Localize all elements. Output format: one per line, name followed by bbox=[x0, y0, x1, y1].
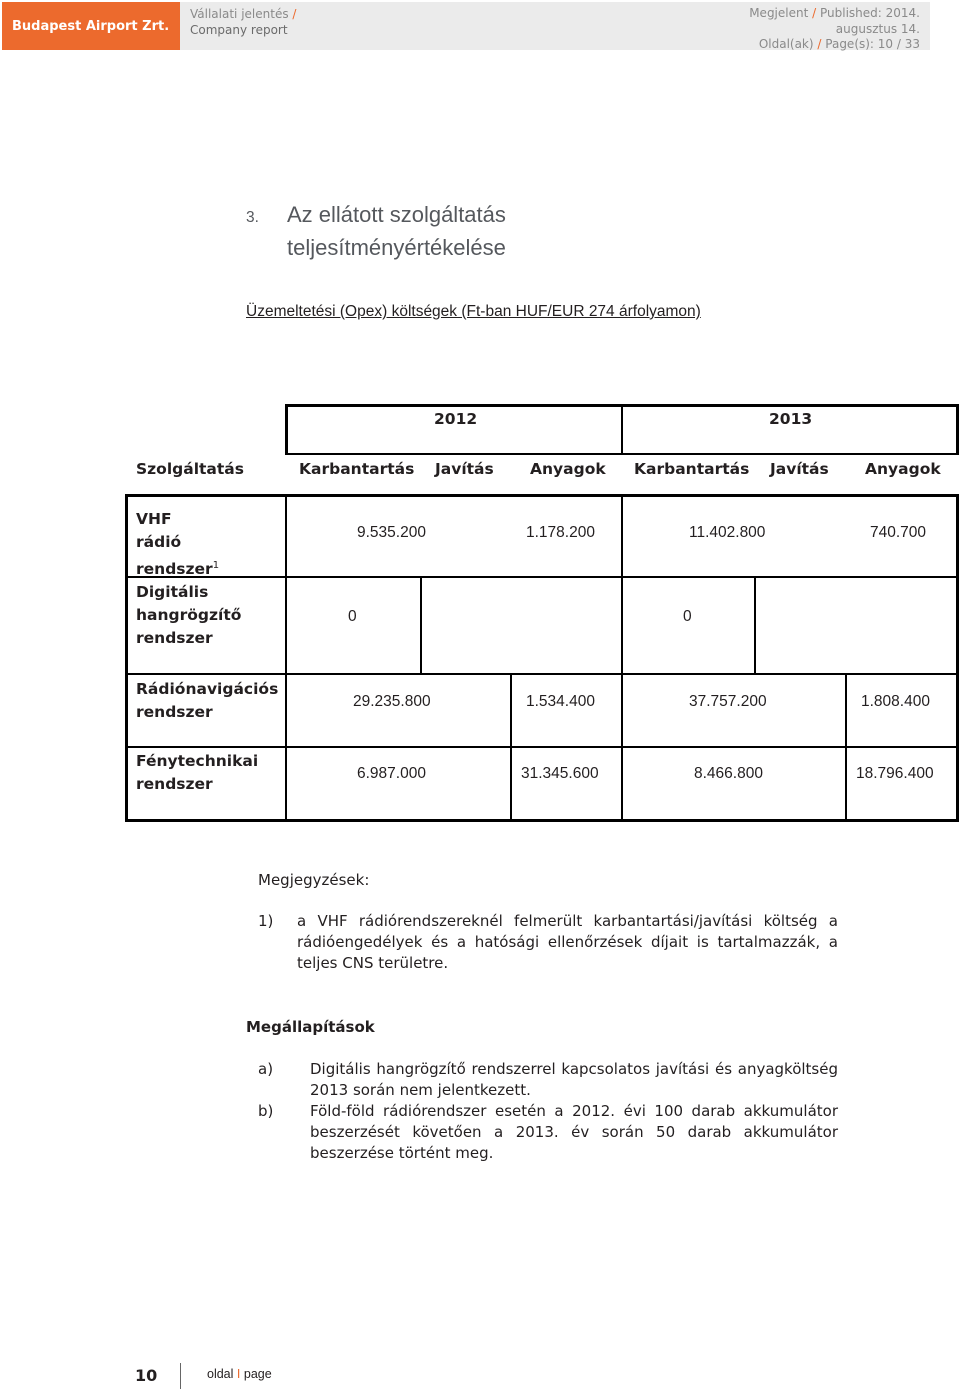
service-label: rendszer bbox=[136, 775, 213, 793]
opex-title: Üzemeltetési (Opex) költségek (Ft-ban HUF/EUR 274 árfolyamon) bbox=[246, 303, 701, 320]
service-label: rendszer bbox=[136, 560, 213, 579]
pages-slash: / bbox=[817, 37, 822, 51]
page-number: 10 bbox=[135, 1366, 158, 1385]
service-label: Digitális bbox=[136, 583, 209, 601]
footer-divider bbox=[180, 1363, 181, 1389]
table-cell: 8.466.800 bbox=[694, 765, 763, 782]
footer-separator: I bbox=[236, 1367, 241, 1381]
table-row-service bbox=[136, 508, 219, 581]
service-label: hangrögzítő bbox=[136, 606, 242, 624]
table-row-service bbox=[136, 750, 258, 796]
table-cell: 1.534.400 bbox=[526, 693, 595, 710]
table-cell: 31.345.600 bbox=[521, 765, 599, 782]
finding-marker: a) bbox=[258, 1060, 274, 1078]
published-label-en: Published: 2014. bbox=[820, 6, 920, 20]
published-label-hu: Megjelent bbox=[749, 6, 809, 20]
header-repair-2013: Javítás bbox=[770, 460, 829, 478]
section-title-line2: teljesítményértékelése bbox=[287, 235, 506, 260]
notes-heading: Megjegyzések: bbox=[258, 871, 370, 889]
header-publication bbox=[650, 2, 930, 50]
table-cell: 1.178.200 bbox=[526, 524, 595, 541]
report-slash: / bbox=[292, 7, 297, 21]
service-label: Fénytechnikai bbox=[136, 752, 259, 770]
section-title bbox=[246, 200, 506, 263]
table-cell: 9.535.200 bbox=[357, 524, 426, 541]
table-row-service bbox=[136, 678, 278, 724]
table-cell: 11.402.800 bbox=[689, 524, 766, 541]
footer-page-label bbox=[207, 1367, 272, 1381]
header-materials-2013: Anyagok bbox=[865, 460, 941, 478]
finding-marker: b) bbox=[258, 1102, 274, 1120]
pages-label-hu: Oldal(ak) bbox=[758, 37, 814, 51]
table-cell: 29.235.800 bbox=[353, 693, 431, 710]
company-name: Budapest Airport Zrt. bbox=[12, 18, 170, 34]
table-row-service bbox=[136, 581, 241, 650]
footer-label-hu: oldal bbox=[207, 1367, 234, 1381]
table-cell: 0 bbox=[348, 608, 357, 625]
pages-label-en: Page(s): 10 / 33 bbox=[825, 37, 920, 51]
header-repair-2012: Javítás bbox=[435, 460, 494, 478]
service-label: rendszer bbox=[136, 629, 213, 647]
finding-text: Digitális hangrögzítő rendszerrel kapcsolatos javítási és anyagköltség 2013 során nem jelentkezett. bbox=[310, 1060, 838, 1099]
table-cell: 0 bbox=[683, 608, 692, 625]
table-cell: 18.796.400 bbox=[856, 765, 934, 782]
table-cell: 740.700 bbox=[870, 524, 927, 541]
published-date: augusztus 14. bbox=[835, 21, 920, 36]
findings-heading: Megállapítások bbox=[246, 1018, 375, 1036]
section-number: 3. bbox=[246, 209, 259, 226]
table-cell: 37.757.200 bbox=[689, 693, 767, 710]
published-slash: / bbox=[812, 6, 817, 20]
service-label: VHF rádió bbox=[136, 510, 182, 551]
finding-text: Föld-föld rádiórendszer esetén a 2012. évi 100 darab akkumulátor beszerzését követően a 2013. év során 50 darab akkumulátor beszerzése történt meg. bbox=[310, 1102, 838, 1162]
header-materials-2012: Anyagok bbox=[530, 460, 606, 478]
section-title-line1: Az ellátott szolgáltatás bbox=[287, 202, 506, 227]
header-company bbox=[2, 2, 180, 50]
note-marker: 1) bbox=[258, 912, 274, 930]
table-cell: 1.808.400 bbox=[861, 693, 930, 710]
table-cell: 6.987.000 bbox=[357, 765, 426, 782]
header-report bbox=[180, 2, 650, 50]
report-label-en: Company report bbox=[190, 23, 288, 37]
footer-label-en: page bbox=[243, 1367, 272, 1381]
year-2012: 2012 bbox=[434, 410, 478, 428]
report-label-hu: Vállalati jelentés bbox=[190, 7, 289, 21]
service-label: rendszer bbox=[136, 703, 213, 721]
note-text: a VHF rádiórendszereknél felmerült karbantartási/javítási költség a rádióengedélyek és a hatósági ellenőrzések díjait is tartalmazzák, a teljes CNS területre. bbox=[297, 912, 838, 972]
header-service: Szolgáltatás bbox=[136, 460, 244, 478]
header-maintenance-2013: Karbantartás bbox=[634, 460, 750, 478]
service-label: Rádiónavigációs bbox=[136, 680, 279, 698]
header-maintenance-2012: Karbantartás bbox=[299, 460, 415, 478]
year-2013: 2013 bbox=[769, 410, 813, 428]
footnote-marker: 1 bbox=[212, 560, 220, 571]
